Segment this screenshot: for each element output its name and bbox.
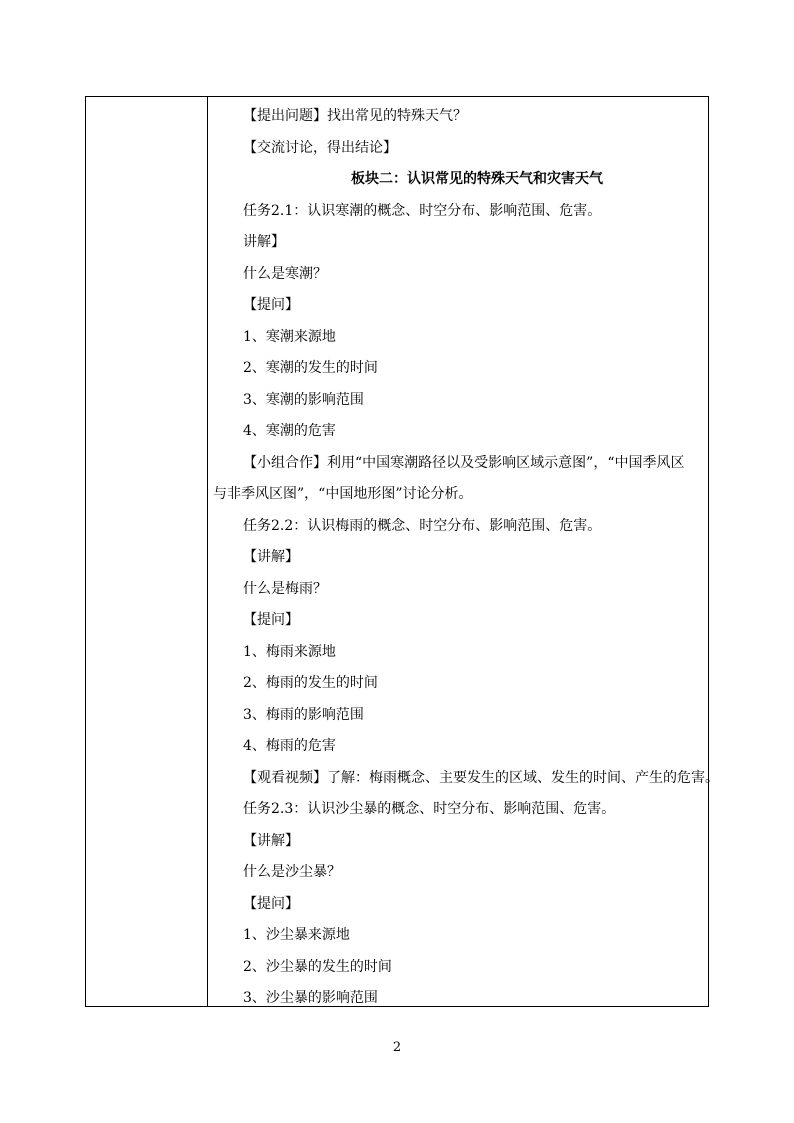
text-line: 3、寒潮的影响范围 [243, 391, 364, 408]
text-line: 任务2.3：认识沙尘暴的概念、时空分布、影响范围、危害。 [243, 801, 616, 817]
text-line: 什么是梅雨？ [243, 580, 327, 597]
text-line: 3、沙尘暴的影响范围 [243, 990, 378, 1006]
text-line: 【观看视频】了解：梅雨概念、主要发生的区域、发生的时间、产生的危害。 [243, 769, 719, 786]
text-line: 2、沙尘暴的发生的时间 [243, 958, 392, 975]
text-line: 4、寒潮的危害 [243, 423, 336, 439]
text-line: 【讲解】 [243, 549, 299, 565]
text-line: 【讲解】 [243, 832, 299, 849]
section-heading: 板块二：认识常见的特殊天气和灾害天气 [351, 171, 603, 187]
lesson-table [85, 96, 719, 1007]
text-line: 任务2.1：认识寒潮的概念、时空分布、影响范围、危害。 [243, 202, 602, 219]
text-line: 【提问】 [243, 297, 299, 313]
text-line: 2、寒潮的发生的时间 [243, 360, 378, 376]
text-line: 【交流讨论，得出结论】 [243, 139, 397, 156]
text-line: 3、梅雨的影响范围 [243, 706, 364, 723]
text-line: 讲解】 [243, 234, 285, 250]
text-line: 【提问】 [243, 612, 299, 628]
column-divider [207, 97, 208, 1006]
text-line: 【小组合作】利用“中国寒潮路径以及受影响区域示意图”，“中国季风区 [243, 454, 685, 471]
page-number: 2 [392, 1040, 402, 1055]
text-line: 什么是沙尘暴？ [243, 864, 341, 880]
lesson-content [213, 101, 719, 1015]
text-line: 2、梅雨的发生的时间 [243, 675, 378, 691]
text-line: 4、梅雨的危害 [243, 738, 336, 754]
text-line: 1、寒潮来源地 [243, 328, 336, 345]
text-line: 1、梅雨来源地 [243, 643, 336, 660]
text-line: 与非季风区图”，“中国地形图”讨论分析。 [213, 486, 473, 502]
text-line: 什么是寒潮？ [243, 265, 327, 282]
text-line: 【提出问题】找出常见的特殊天气？ [243, 108, 467, 124]
text-line: 1、沙尘暴来源地 [243, 927, 350, 943]
text-line: 【提问】 [243, 895, 299, 912]
text-line: 任务2.2：认识梅雨的概念、时空分布、影响范围、危害。 [243, 517, 602, 534]
